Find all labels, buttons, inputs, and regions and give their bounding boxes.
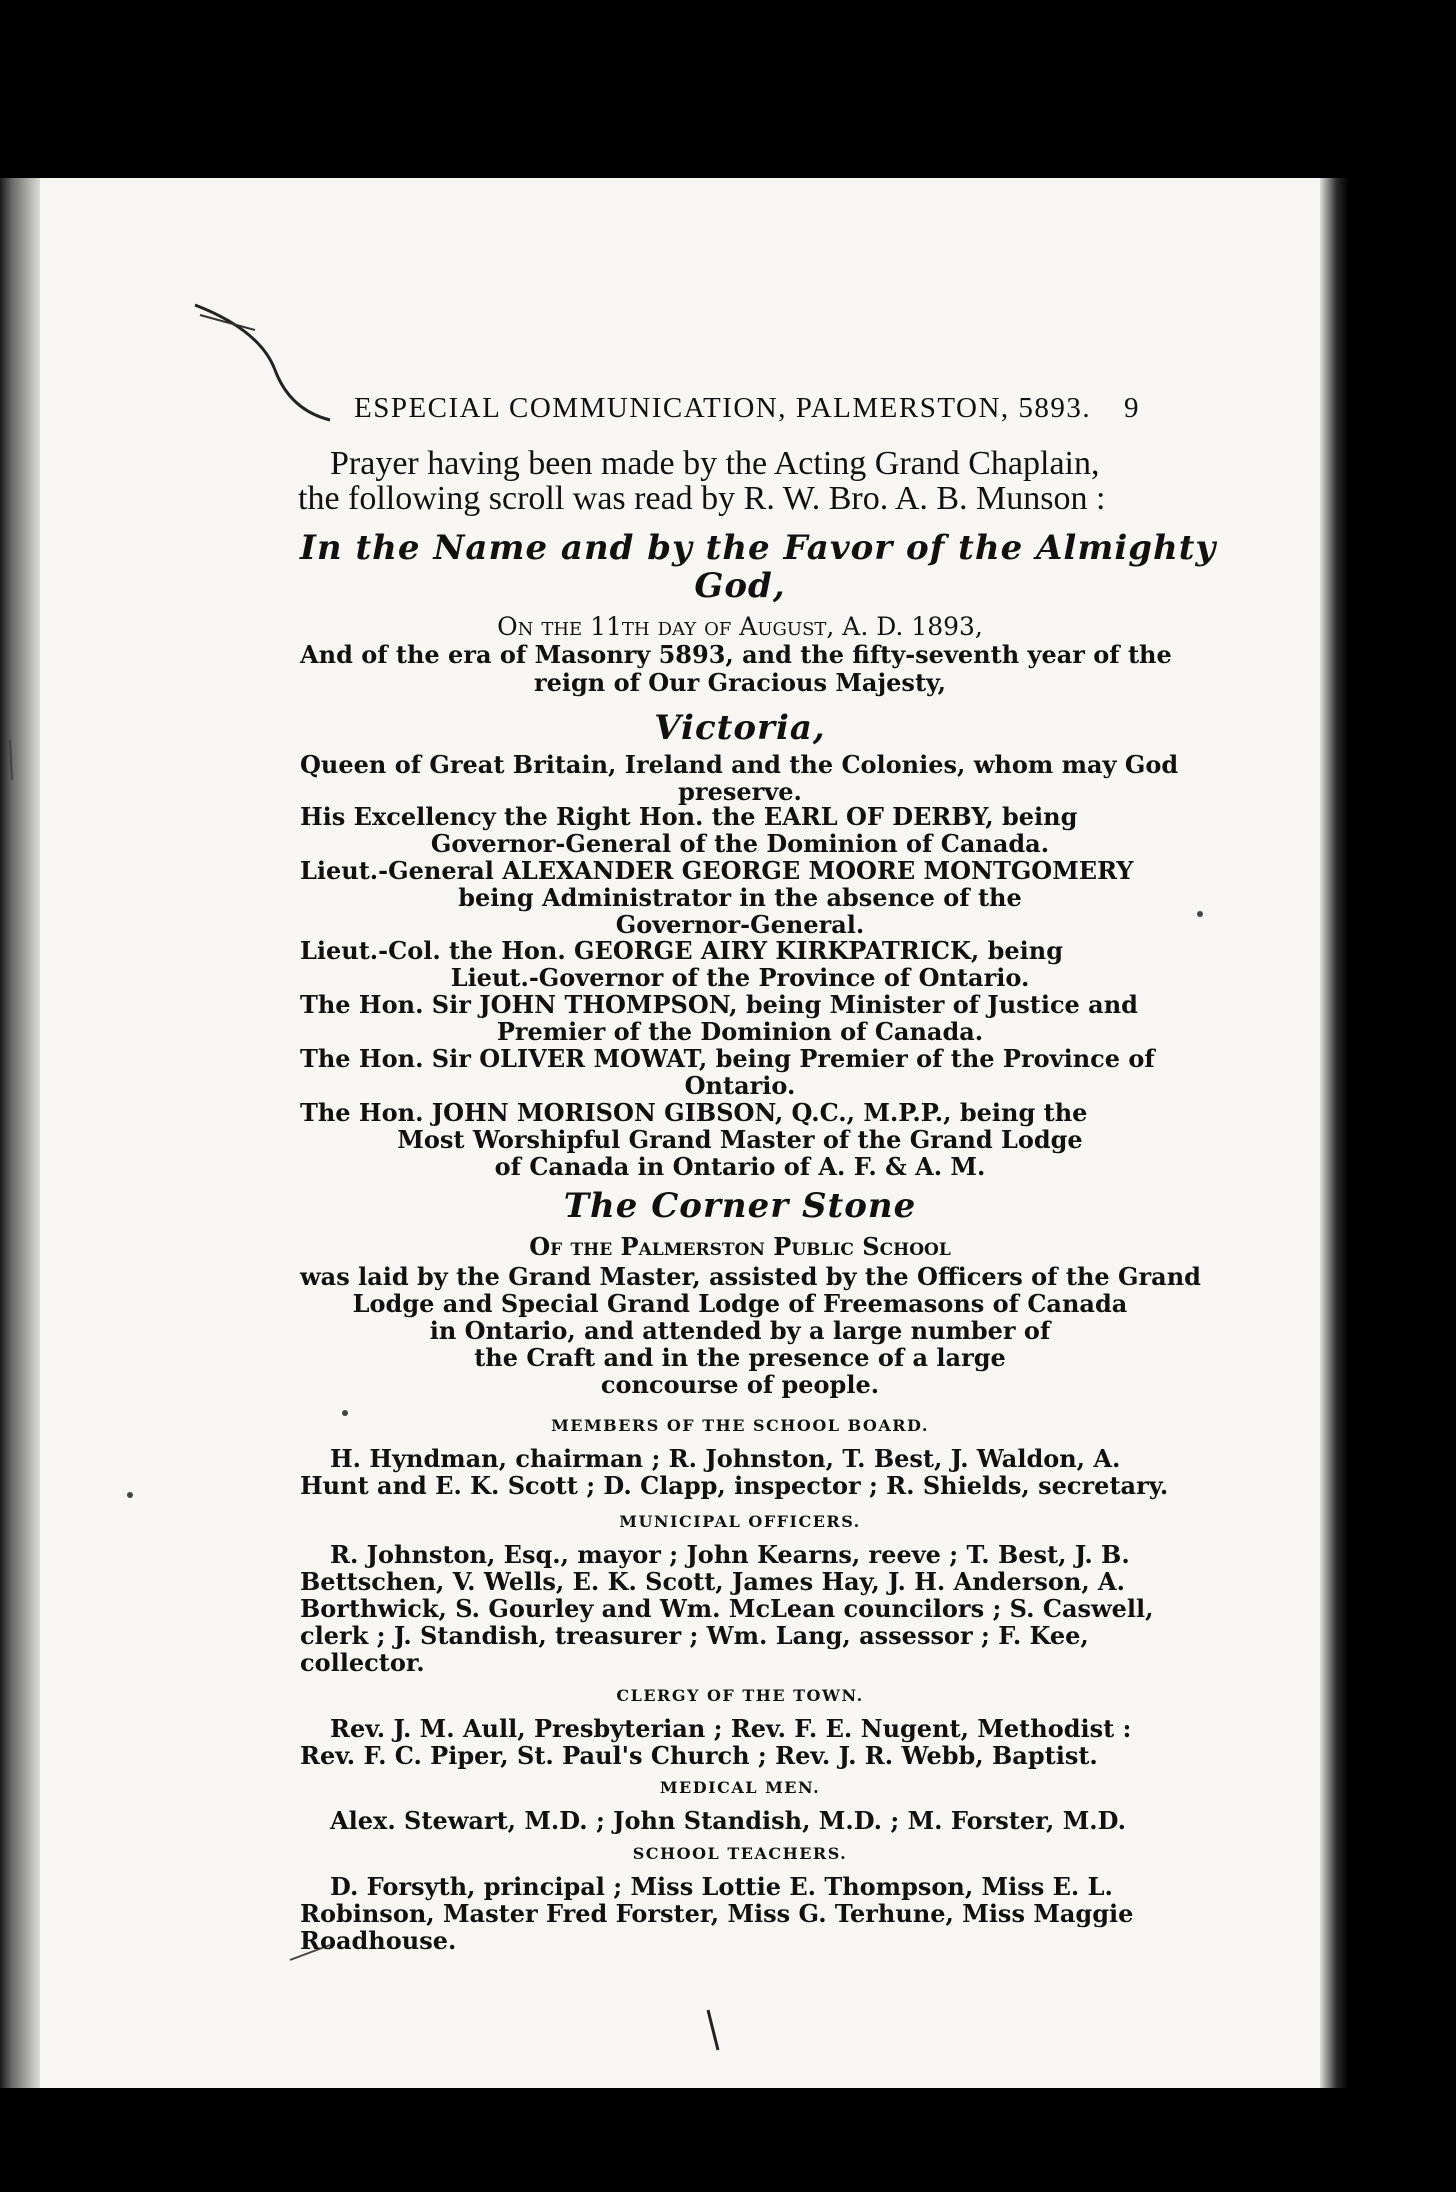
intro-line-1: Prayer having been made by the Acting Grand Chaplain,	[330, 445, 1100, 482]
dignitary-3-line-2: being Administrator in the absence of the	[458, 883, 1022, 912]
clergy-line-1: Rev. J. M. Aull, Presbyterian ; Rev. F. E. Nugent, Methodist :	[330, 1714, 1132, 1743]
dignitary-7-line-3: of Canada in Ontario of A. F. & A. M.	[494, 1152, 986, 1181]
municipal-line-3: Borthwick, S. Gourley and Wm. McLean councilors ; S. Caswell,	[300, 1594, 1154, 1623]
era-line-1: And of the era of Masonry 5893, and the fifty-seventh year of the	[300, 640, 1172, 669]
dignitary-1-line-1: Queen of Great Britain, Ireland and the Colonies, whom may God	[300, 750, 1179, 779]
dignitary-1-line-2: preserve.	[678, 777, 802, 806]
municipal-line-2: Bettschen, V. Wells, E. K. Scott, James Hay, J. H. Anderson, A.	[300, 1567, 1126, 1596]
dignitary-7-line-2: Most Worshipful Grand Master of the Grand Lodge	[397, 1125, 1083, 1154]
intro-line-2: the following scroll was read by R. W. Bro. A. B. Munson :	[298, 480, 1106, 517]
municipal-line-5: collector.	[300, 1648, 425, 1677]
dignitary-5-line-2: Premier of the Dominion of Canada.	[496, 1017, 984, 1046]
laid-line-4: the Craft and in the presence of a large	[474, 1343, 1006, 1372]
dignitary-3-line-3: Governor-General.	[615, 910, 865, 939]
school-board-line-2: Hunt and E. K. Scott ; D. Clapp, inspector ; R. Shields, secretary.	[300, 1471, 1169, 1500]
teachers-line-3: Roadhouse.	[300, 1926, 457, 1955]
era-line-2: reign of Our Gracious Majesty,	[533, 668, 947, 697]
dignitary-4-line-2: Lieut.-Governor of the Province of Ontario.	[450, 963, 1030, 992]
dignitary-3-line-1: Lieut.-General ALEXANDER GEORGE MOORE MONTGOMERY	[300, 856, 1134, 885]
clergy-heading: CLERGY OF THE TOWN.	[616, 1686, 864, 1705]
dignitary-7-line-1: The Hon. JOHN MORISON GIBSON, Q.C., M.P.P., being the	[300, 1098, 1088, 1127]
teachers-line-1: D. Forsyth, principal ; Miss Lottie E. Thompson, Miss E. L.	[330, 1872, 1113, 1901]
corner-stone-heading: The Corner Stone	[563, 1186, 917, 1226]
laid-line-2: Lodge and Special Grand Lodge of Freemasons of Canada	[352, 1289, 1128, 1318]
dignitary-5-line-1: The Hon. Sir JOHN THOMPSON, being Minister of Justice and	[300, 990, 1138, 1019]
medical-heading: MEDICAL MEN.	[659, 1778, 821, 1797]
dignitary-6-line-2: Ontario.	[684, 1071, 796, 1100]
dignitary-4-line-1: Lieut.-Col. the Hon. GEORGE AIRY KIRKPATRICK, being	[300, 936, 1063, 965]
dignitary-2-line-2: Governor-General of the Dominion of Canada.	[430, 829, 1050, 858]
laid-line-5: concourse of people.	[600, 1370, 880, 1399]
municipal-line-1: R. Johnston, Esq., mayor ; John Kearns, reeve ; T. Best, J. B.	[330, 1540, 1130, 1569]
municipal-heading: MUNICIPAL OFFICERS.	[619, 1512, 861, 1531]
dignitary-6-line-1: The Hon. Sir OLIVER MOWAT, being Premier of the Province of	[300, 1044, 1155, 1073]
medical-line-1: Alex. Stewart, M.D. ; John Standish, M.D. ; M. Forster, M.D.	[330, 1806, 1126, 1835]
teachers-heading: SCHOOL TEACHERS.	[632, 1844, 848, 1863]
invocation-line-1: In the Name and by the Favor of the Almighty	[300, 528, 1217, 568]
school-line: Of the Palmerston Public School	[529, 1232, 951, 1261]
municipal-line-4: clerk ; J. Standish, treasurer ; Wm. Lang, assessor ; F. Kee,	[300, 1621, 1089, 1650]
laid-line-1: was laid by the Grand Master, assisted by the Officers of the Grand	[300, 1262, 1201, 1291]
date-line: On the 11th day of August, A. D. 1893,	[497, 612, 983, 641]
dignitary-2-line-1: His Excellency the Right Hon. the EARL OF DERBY, being	[300, 802, 1078, 831]
page-number: 9	[1124, 392, 1140, 424]
laid-line-3: in Ontario, and attended by a large number of	[429, 1316, 1051, 1345]
running-head	[354, 392, 1140, 425]
victoria-heading: Victoria,	[654, 708, 826, 748]
teachers-line-2: Robinson, Master Fred Forster, Miss G. Terhune, Miss Maggie	[300, 1899, 1134, 1928]
school-board-line-1: H. Hyndman, chairman ; R. Johnston, T. Best, J. Waldon, A.	[330, 1444, 1121, 1473]
clergy-line-2: Rev. F. C. Piper, St. Paul's Church ; Rev. J. R. Webb, Baptist.	[300, 1741, 1098, 1770]
running-head-title: ESPECIAL COMMUNICATION, PALMERSTON, 5893.	[354, 392, 1092, 424]
invocation-line-2: God,	[694, 566, 786, 606]
school-board-heading: MEMBERS OF THE SCHOOL BOARD.	[551, 1416, 929, 1435]
